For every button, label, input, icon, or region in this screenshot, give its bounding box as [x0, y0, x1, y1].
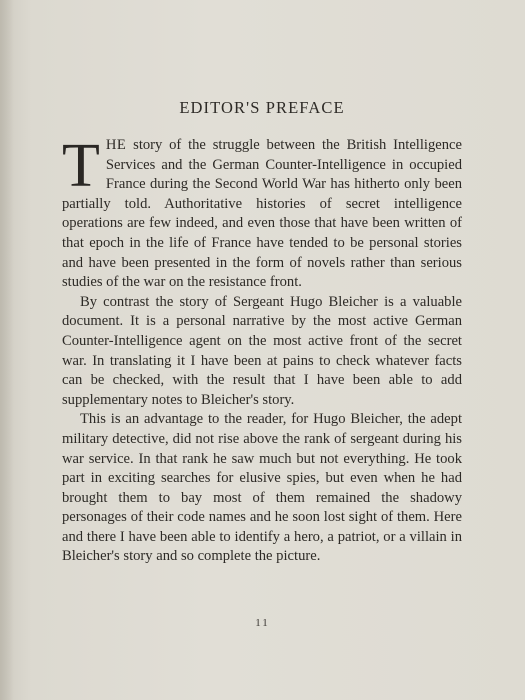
- paragraph-1-text: story of the struggle between the British Intelligence Services and the German Counter-Intelligence in occupied France during the Second World War has hitherto only been partially told. Authoritative histories of secret intelligence operations are few indeed, and even those that have been written of that epoch in the life of France have tended to be personal stories and have been presented in the form of novels rather than serious studies of the war on the resistance front.: [62, 137, 462, 291]
- page-number: 11: [255, 617, 270, 629]
- paragraph-2: By contrast the story of Sergeant Hugo Bleicher is a valuable document. It is a personal narrative by the most active German Counter-Intelligence agent on the most active front of the secret war. In translating it I have been at pains to check whatever facts can be checked, with the result that I have been able to add supplementary notes to Bleicher's story.: [62, 293, 462, 408]
- paragraph-3: This is an advantage to the reader, for Hugo Bleicher, the adept military detective, did not rise above the rank of sergeant during his war service. In that rank he saw much but not everything. He took part in exciting searches for elusive spies, but even when he had brought them to bay most of them remained the shadowy personages of their code names and he soon lost sight of them. Here and there I have been able to identify a hero, a patriot, or a villain in Bleicher's story and so complete the picture.: [62, 411, 462, 565]
- page-title: EDITOR'S PREFACE: [179, 98, 345, 117]
- drop-cap: T: [62, 132, 100, 200]
- paragraph-1-first-word: HE: [105, 137, 127, 153]
- spine-shadow: [0, 0, 14, 700]
- paragraph-1: [62, 132, 462, 293]
- text-block: [62, 98, 462, 567]
